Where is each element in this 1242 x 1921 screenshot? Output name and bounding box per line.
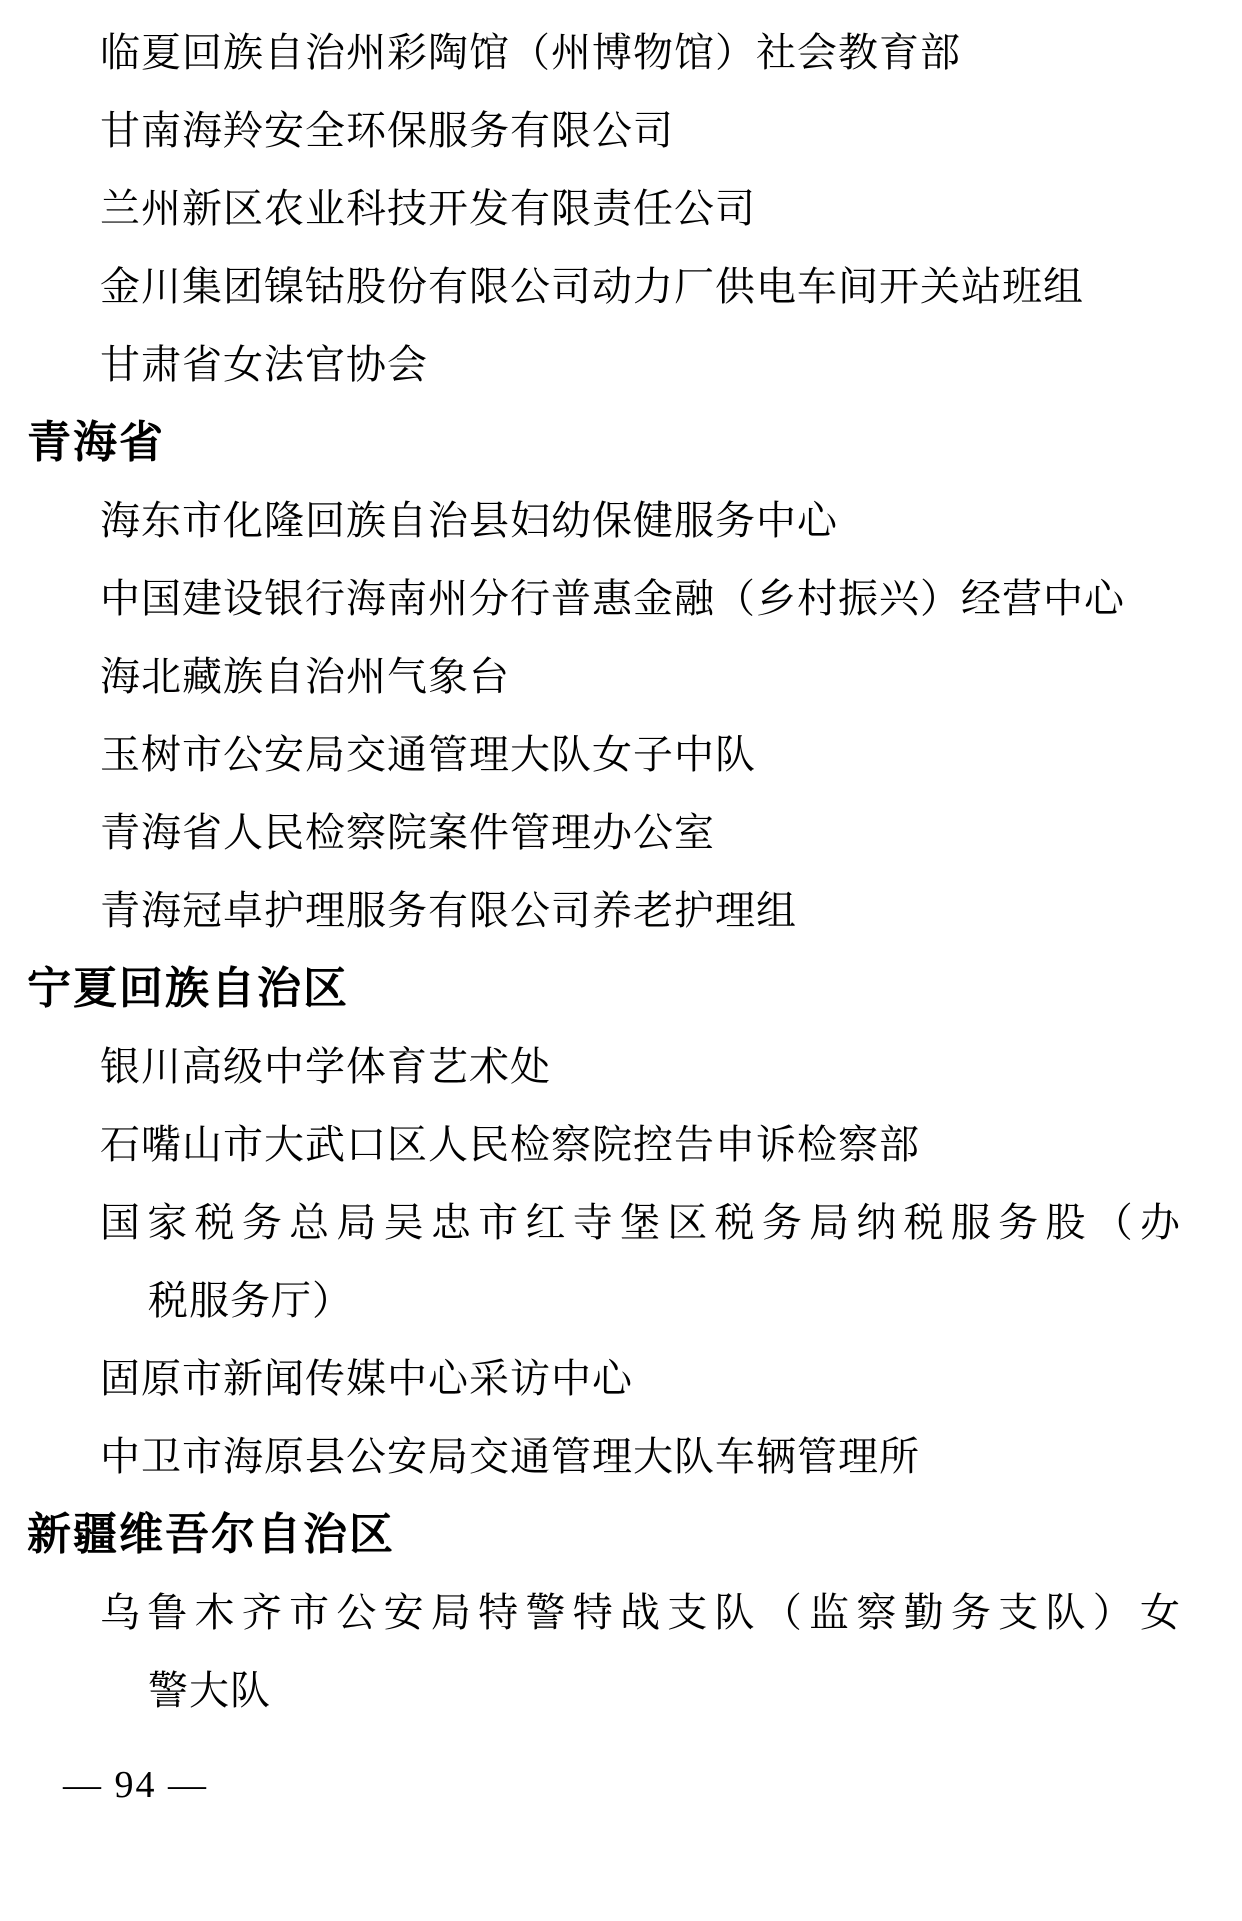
entry-line-continuation: 税服务厅） [148,1278,353,1323]
page-number: — 94 — [63,1764,208,1806]
province-header: 青海省 [27,418,165,467]
entry-line: 海北藏族自治州气象台 [100,654,510,699]
entry-line: 金川集团镍钴股份有限公司动力厂供电车间开关站班组 [100,264,1084,309]
entry-line: 海东市化隆回族自治县妇幼保健服务中心 [100,498,838,543]
entry-line: 临夏回族自治州彩陶馆（州博物馆）社会教育部 [100,30,961,75]
entry-line: 甘肃省女法官协会 [100,342,428,387]
entry-line: 固原市新闻传媒中心采访中心 [100,1356,633,1401]
entry-line: 石嘴山市大武口区人民检察院控告申诉检察部 [100,1122,920,1167]
province-header: 宁夏回族自治区 [27,964,349,1013]
entry-line: 玉树市公安局交通管理大队女子中队 [100,732,756,777]
entry-line: 青海省人民检察院案件管理办公室 [100,810,715,855]
entry-line: 甘南海羚安全环保服务有限公司 [100,108,674,153]
entry-line: 青海冠卓护理服务有限公司养老护理组 [100,888,797,933]
entry-line-continuation: 警大队 [148,1668,271,1713]
entry-line: 乌鲁木齐市公安局特警特战支队（监察勤务支队）女 [100,1590,1184,1635]
province-header: 新疆维吾尔自治区 [27,1510,395,1559]
entry-line: 兰州新区农业科技开发有限责任公司 [100,186,756,231]
entry-line: 国家税务总局吴忠市红寺堡区税务局纳税服务股（办 [100,1200,1184,1245]
document-body [27,14,1184,1730]
entry-line: 银川高级中学体育艺术处 [100,1044,551,1089]
entry-line: 中国建设银行海南州分行普惠金融（乡村振兴）经营中心 [100,576,1125,621]
entry-line: 中卫市海原县公安局交通管理大队车辆管理所 [100,1434,920,1479]
